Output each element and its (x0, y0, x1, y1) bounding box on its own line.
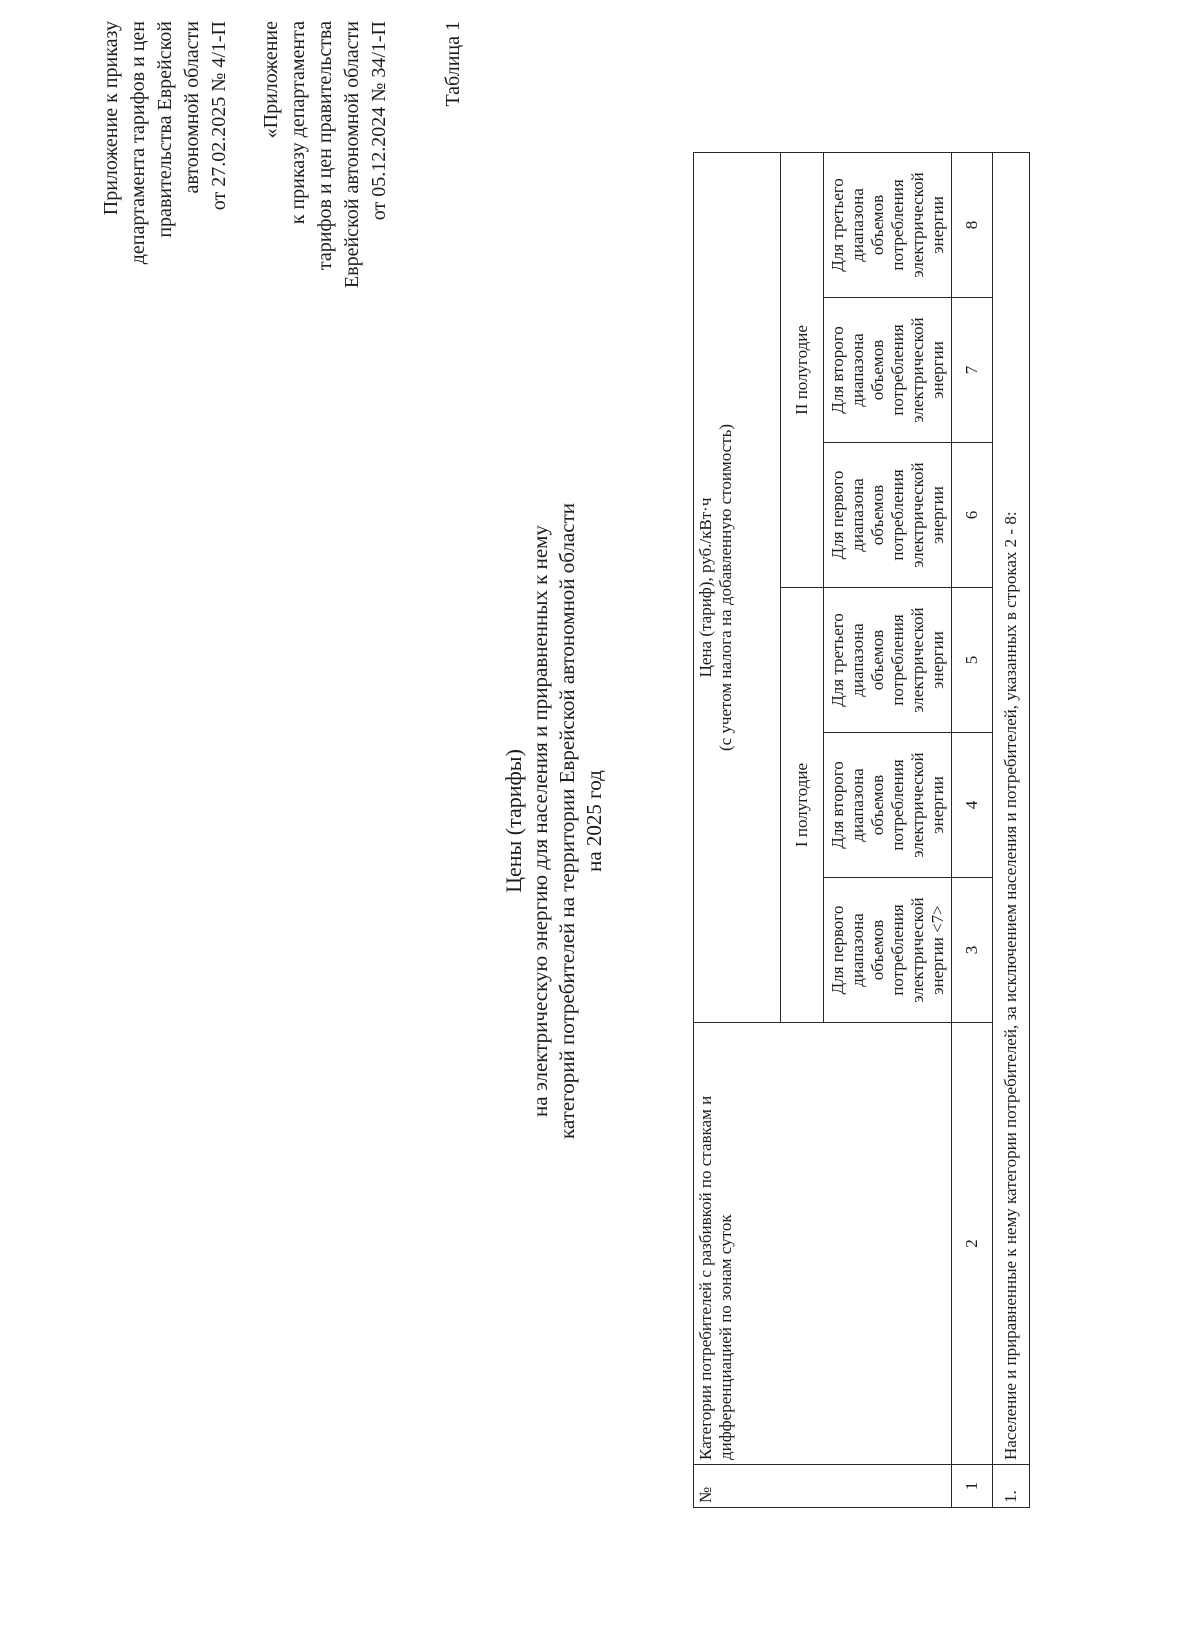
column-number-row (952, 152, 993, 1507)
approval-line: правительства Еврейской (154, 21, 176, 238)
header-half-2: II полугодие (781, 152, 824, 587)
annex-line: Еврейской автономной области (341, 21, 363, 289)
annex-line: к приказу департамента (287, 21, 309, 225)
column-number: 2 (952, 1023, 993, 1465)
approval-note (98, 21, 233, 291)
column-number: 5 (952, 588, 993, 733)
annex-line: тарифов и цен правительства (314, 21, 336, 271)
annex-note (258, 21, 393, 361)
row-number: 1. (993, 1465, 1030, 1508)
approval-line: автономной области (181, 21, 203, 194)
title-line: на электрическую энергию для населения и приравненных к нему (528, 525, 552, 1117)
tariff-table (693, 152, 1030, 1508)
document-title (500, 321, 608, 1321)
annex-line: от 05.12.2024 № 34/1-П (368, 21, 390, 221)
header-price (694, 152, 781, 1022)
table-header-row (694, 152, 781, 1507)
price-header: Цена (тариф), руб./кВт·ч (696, 497, 715, 678)
approval-line: от 27.02.2025 № 4/1-П (208, 21, 230, 211)
header-range: Для второго диапазона объемов потребления электрической энергии (824, 298, 952, 443)
price-subheader: (с учетом налога на добавленную стоимость) (716, 423, 735, 752)
row-description: Население и приравненные к нему категории потребителей, за исключением населения и потребителей, указанных в строках 2 - 8: (993, 152, 1030, 1464)
annex-line: «Приложение (260, 21, 282, 139)
column-number: 4 (952, 733, 993, 878)
title-line: категорий потребителей на территории Еврейской автономной области (555, 503, 579, 1139)
column-number: 1 (952, 1465, 993, 1508)
header-category: Категории потребителей с разбивкой по ставкам и дифференциацией по зонам суток (694, 1023, 952, 1465)
table-row (993, 152, 1030, 1507)
header-range: Для второго диапазона объемов потребления электрической энергии (824, 733, 952, 878)
header-range: Для третьего диапазона объемов потребления электрической энергии (824, 152, 952, 297)
column-number: 8 (952, 152, 993, 297)
header-half-1: I полугодие (781, 588, 824, 1023)
approval-line: Приложение к приказу (100, 21, 122, 216)
header-range: Для первого диапазона объемов потребления электрической энергии (824, 443, 952, 588)
title-line: Цены (тарифы) (501, 749, 526, 893)
header-range: Для третьего диапазона объемов потребления электрической энергии (824, 588, 952, 733)
table-number: Таблица 1 (442, 21, 464, 107)
approval-line: департамента тарифов и цен (127, 21, 149, 265)
column-number: 6 (952, 443, 993, 588)
header-number: № (694, 1465, 952, 1508)
title-line: на 2025 год (582, 770, 606, 872)
header-range: Для первого диапазона объемов потребления электрической энергии <7> (824, 878, 952, 1023)
column-number: 7 (952, 298, 993, 443)
column-number: 3 (952, 878, 993, 1023)
